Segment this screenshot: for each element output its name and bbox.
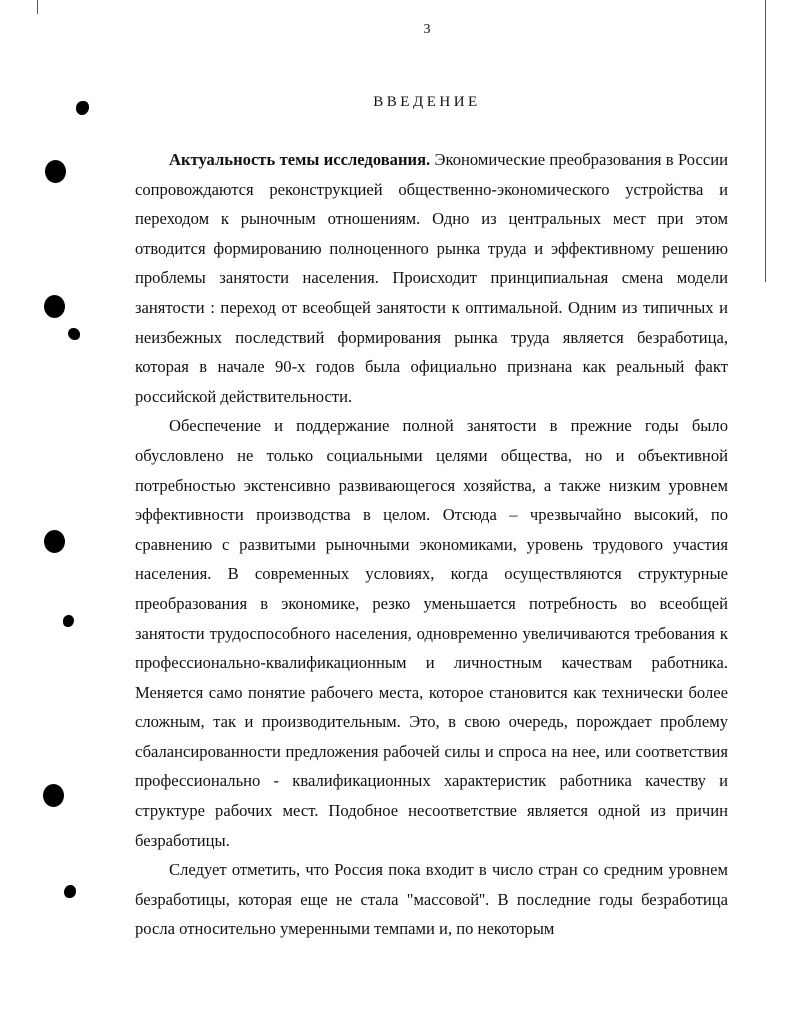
- section-title: ВВЕДЕНИЕ: [373, 94, 481, 110]
- punch-hole: [64, 885, 76, 898]
- punch-hole: [68, 328, 80, 340]
- punch-hole: [45, 160, 66, 183]
- punch-hole: [44, 530, 65, 553]
- paragraph-1-lead: Актуальность темы исследования.: [169, 150, 431, 169]
- body-text: [135, 145, 728, 944]
- paragraph-1-text: Экономические преобразования в России сопровождаются реконструкцией общественно-экономического устройства и переходом к рыночным отношениям. Одно из центральных мест при этом отводится формированию полноценного рынка труда и эффективному решению проблемы занятости населения. Происходит принципиальная смена модели занятости : переход от всеобщей занятости к оптимальной. Одним из типичных и неизбежных последствий формирования рынка труда является безработица, которая в начале 90-х годов была официально признана как реальный факт российской действительности.: [135, 150, 728, 406]
- paragraph-2: Обеспечение и поддержание полной занятости в прежние годы было обусловлено не только социальными целями общества, но и объективной потребностью экстенсивно развивающегося хозяйства, а также низким уровнем эффективности производства в целом. Отсюда – чрезвычайно высокий, по сравнению с развитыми рыночными экономиками, уровень трудового участия населения. В современных условиях, когда осуществляются структурные преобразования в экономике, резко уменьшается потребность во всеобщей занятости трудоспособного населения, одновременно увеличиваются требования к профессионально-квалификационным и личностным качествам работника. Меняется само понятие рабочего места, которое становится как технически более сложным, так и производительным. Это, в свою очередь, порождает проблему сбалансированности предложения рабочей силы и спроса на нее, или соответствия профессионально - квалификационных характеристик работника качеству и структуре рабочих мест. Подобное несоответствие является одной из причин безработицы.: [135, 416, 728, 850]
- punch-hole: [76, 101, 89, 115]
- punch-hole: [44, 295, 65, 318]
- punch-hole: [63, 615, 74, 627]
- punch-hole: [43, 784, 64, 807]
- paragraph-1: [135, 145, 728, 411]
- paragraph-3: Следует отметить, что Россия пока входит в число стран со средним уровнем безработицы, которая еще не стала "массовой''. В последние годы безработица росла относительно умеренными темпами и, по некоторым: [135, 860, 728, 939]
- page-number: 3: [423, 22, 431, 37]
- scan-edge-line-left: [37, 0, 38, 14]
- scan-edge-line-right: [765, 0, 766, 282]
